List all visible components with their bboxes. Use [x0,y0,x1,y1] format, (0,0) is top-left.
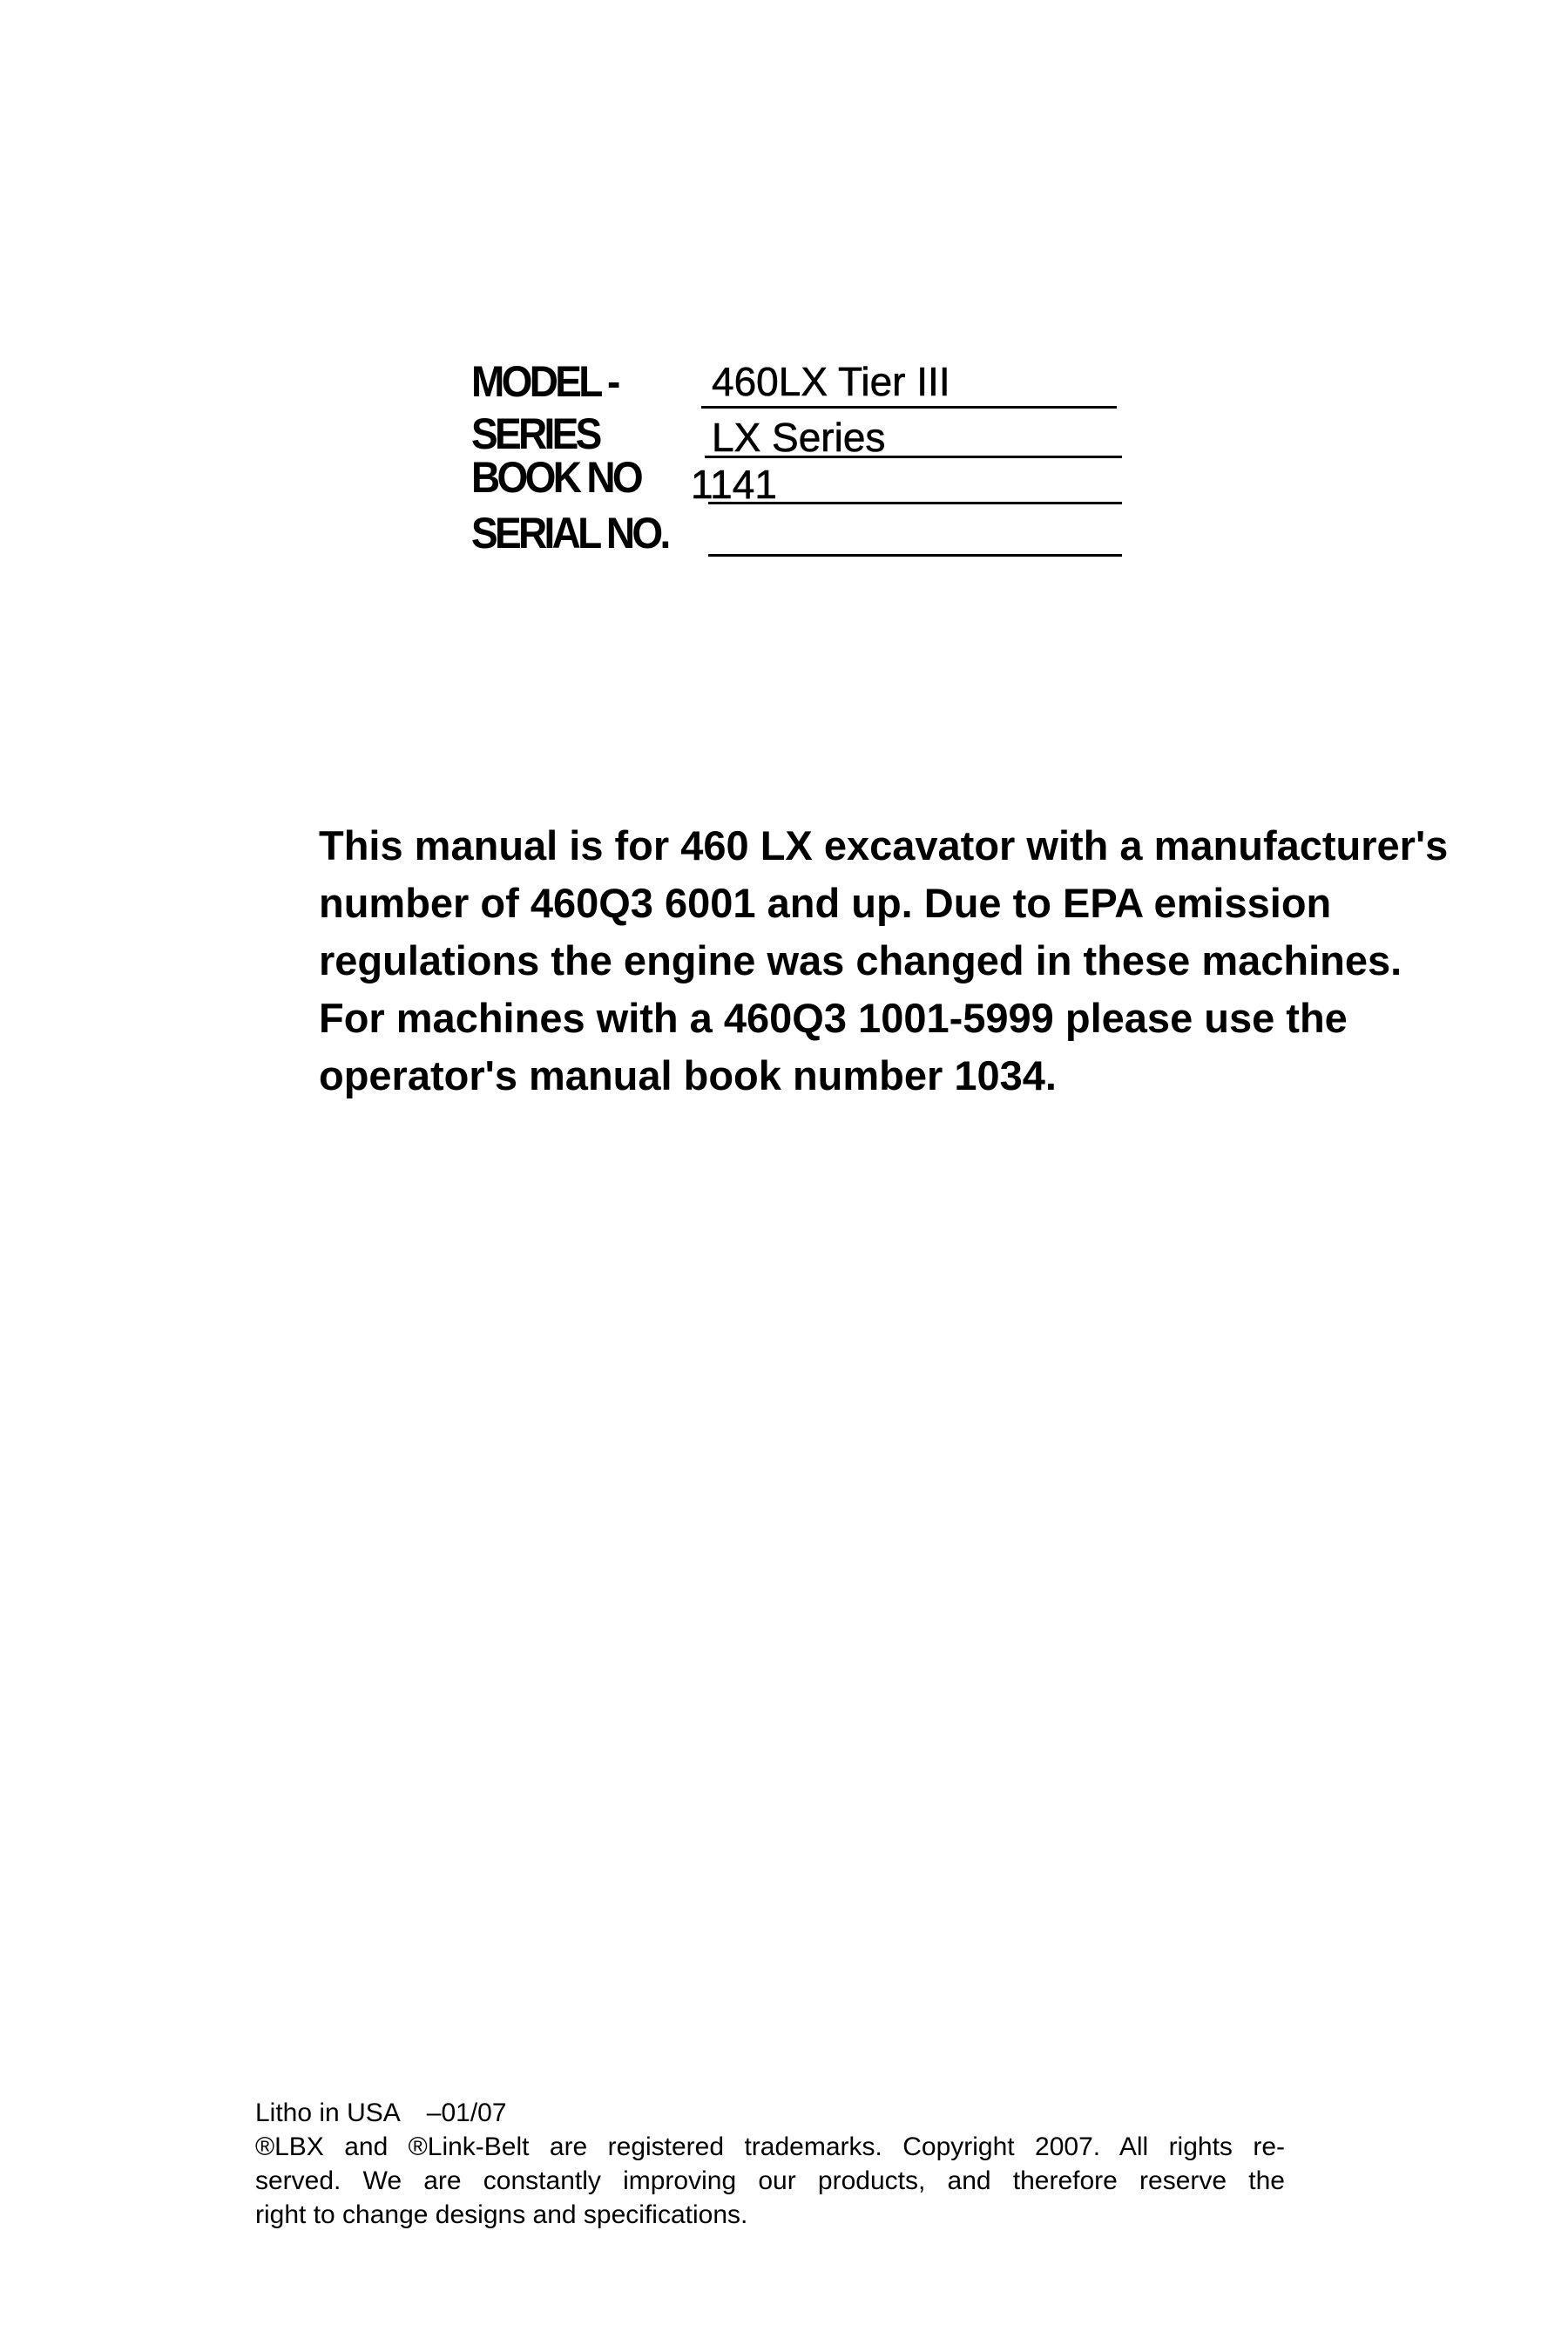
book-row [471,453,1098,507]
model-value: 460LX Tier III [712,359,950,404]
litho-line [255,2096,1285,2130]
series-row [471,403,1098,460]
notice-line: number of 460Q3 6001 and up. Due to EPA emission [319,880,1332,926]
serial-underline [708,554,1122,557]
model-label: MODEL - [471,357,618,406]
notice-line: operator's manual book number 1034. [319,1052,1057,1098]
legal-line: served. We are constantly improving our products, and therefore reserve the [255,2166,1285,2195]
print-date: –01/07 [426,2099,507,2127]
notice-paragraph [319,817,1556,1105]
footer [255,2096,1285,2232]
notice-line: For machines with a 460Q3 1001-5999 please use the [319,995,1348,1041]
series-value: LX Series [712,415,886,460]
litho-text: Litho in USA [255,2099,401,2127]
notice-line: This manual is for 460 LX excavator with a manufacturer's [319,822,1449,868]
serial-label: SERIAL NO. [471,509,668,558]
series-label: SERIES [471,409,599,458]
book-label: BOOK NO [471,453,641,502]
serial-row [471,499,1098,558]
notice-line: regulations the engine was changed in these machines. [319,937,1402,983]
info-block [471,353,1098,558]
legal-line: ®LBX and ®Link-Belt are registered trademarks. Copyright 2007. All rights re- [255,2132,1285,2161]
book-value: 1141 [691,462,777,507]
legal-line: right to change designs and specifications. [255,2200,748,2229]
model-row [471,353,1098,406]
